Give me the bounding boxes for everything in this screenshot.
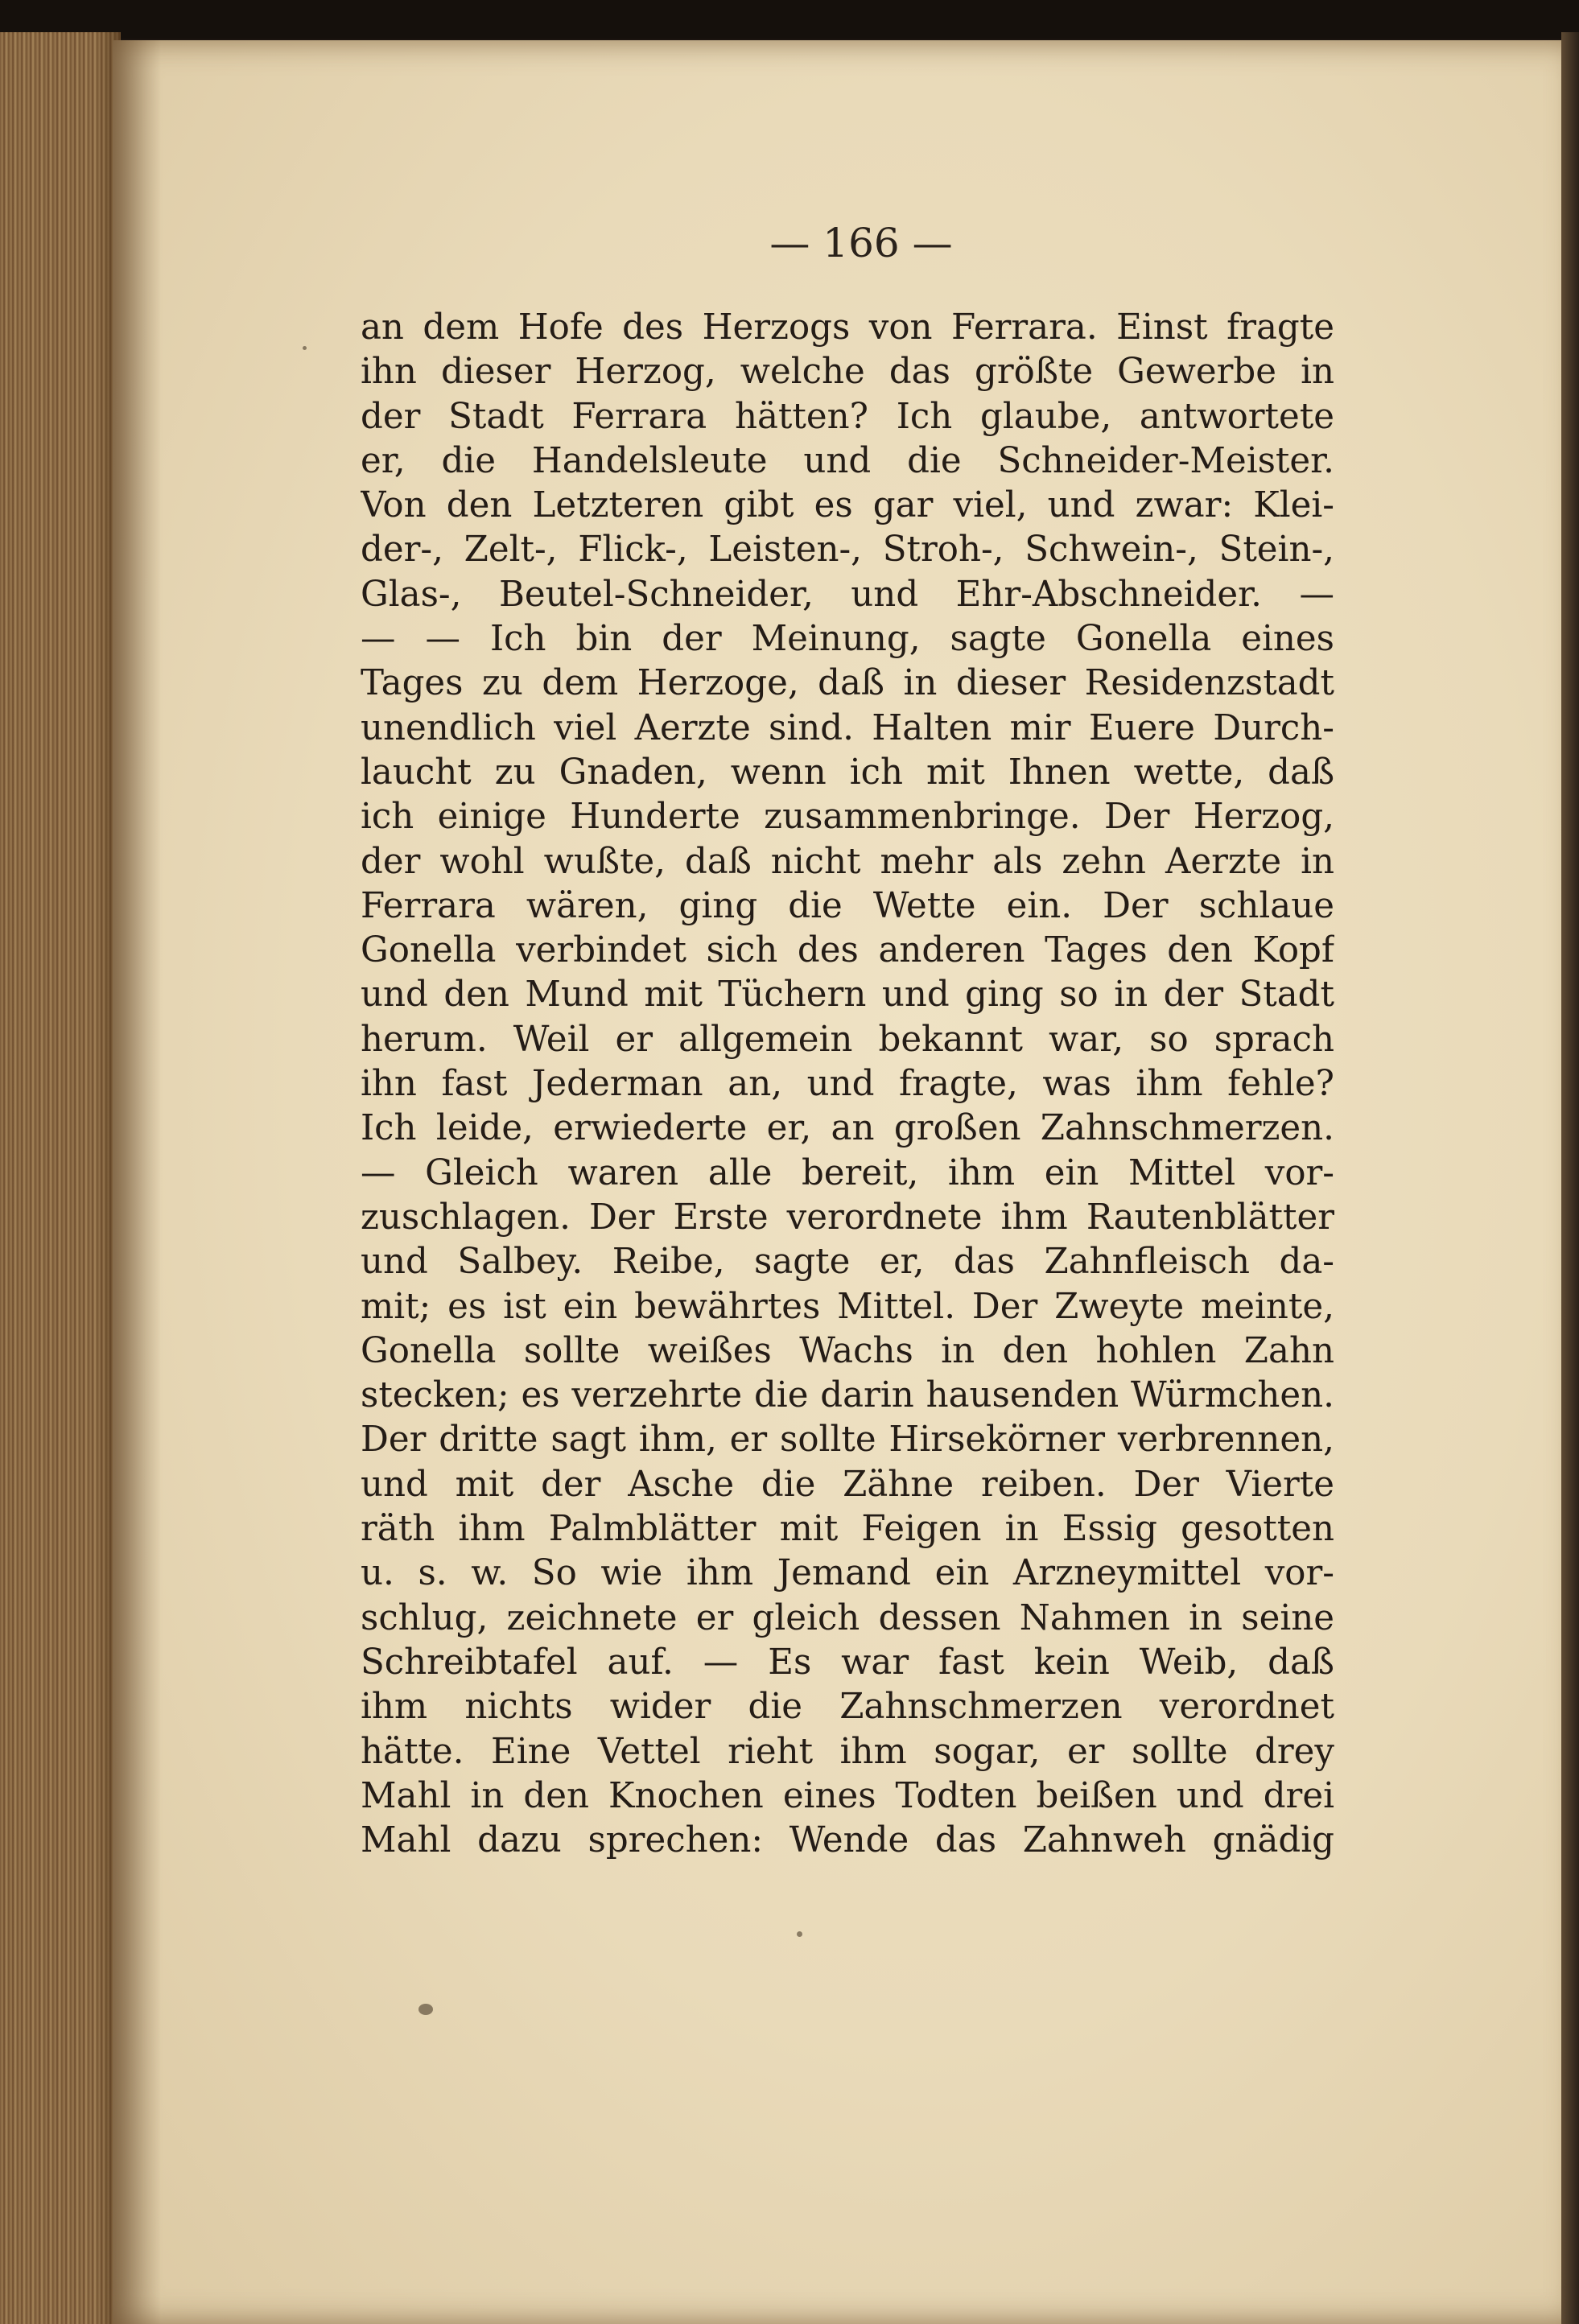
page-block-edges (0, 32, 121, 2324)
text-line: der Stadt Ferrara hätten? Ich glaube, antwortete (361, 396, 1334, 437)
text-line: Ferrara wären, ging die Wette ein. Der schlaue (361, 885, 1334, 926)
text-line: ihm nichts wider die Zahnschmerzen verordnet (361, 1687, 1334, 1728)
text-line: schlug, zeichnete er gleich dessen Nahmen in seine (361, 1597, 1334, 1638)
text-line: Glas-, Beutel-Schneider, und Ehr-Abschneider. — (361, 574, 1334, 615)
text-line: herum. Weil er allgemein bekannt war, so sprach (361, 1019, 1334, 1060)
text-line: — — Ich bin der Meinung, sagte Gonella eines (361, 619, 1334, 660)
text-line: Mahl in den Knochen eines Todten beißen und drei (361, 1775, 1334, 1816)
text-line: — Gleich waren alle bereit, ihm ein Mittel vor- (361, 1152, 1334, 1193)
text-line: zuschlagen. Der Erste verordnete ihm Rautenblätter (361, 1197, 1334, 1238)
text-line: Ich leide, erwiederte er, an großen Zahnschmerzen. (361, 1108, 1334, 1149)
text-line: räth ihm Palmblätter mit Feigen in Essig gesotten (361, 1509, 1334, 1550)
text-line: Gonella verbindet sich des anderen Tages den Kopf (361, 930, 1334, 971)
text-line: Schreibtafel auf. — Es war fast kein Weib, daß (361, 1642, 1334, 1683)
scanner-background (0, 0, 1579, 39)
text-line: ihn fast Jederman an, und fragte, was ihm fehle? (361, 1064, 1334, 1105)
ink-smudge (418, 2004, 433, 2015)
text-line: hätte. Eine Vettel rieht ihm sogar, er sollte drey (361, 1731, 1334, 1772)
right-page-edge (1561, 32, 1579, 2324)
page-gutter-shadow (113, 40, 161, 2324)
text-line: Von den Letzteren gibt es gar viel, und zwar: Klei- (361, 485, 1334, 526)
text-line: ich einige Hunderte zusammenbringe. Der Herzog, (361, 797, 1334, 838)
text-line: Gonella sollte weißes Wachs in den hohlen Zahn (361, 1330, 1334, 1371)
text-line: Mahl dazu sprechen: Wende das Zahnweh gnädig (361, 1820, 1334, 1861)
text-line: stecken; es verzehrte die darin hausenden Würmchen. (361, 1375, 1334, 1416)
text-line: Tages zu dem Herzoge, daß in dieser Residenzstadt (361, 663, 1334, 704)
text-line: und den Mund mit Tüchern und ging so in der Stadt (361, 975, 1334, 1016)
text-line: er, die Handelsleute und die Schneider-Meister. (361, 440, 1334, 481)
ink-smudge (797, 1931, 802, 1937)
text-line: unendlich viel Aerzte sind. Halten mir Euere Durch- (361, 707, 1334, 748)
text-line: u. s. w. So wie ihm Jemand ein Arzneymittel vor- (361, 1553, 1334, 1594)
text-line: an dem Hofe des Herzogs von Ferrara. Einst fragte (361, 307, 1334, 348)
ink-smudge (303, 346, 307, 350)
text-line: mit; es ist ein bewährtes Mittel. Der Zweyte meinte, (361, 1286, 1334, 1327)
page-number-header: — 166 — (769, 220, 953, 266)
body-text (361, 306, 1334, 1863)
text-line: und mit der Asche die Zähne reiben. Der Vierte (361, 1464, 1334, 1505)
text-line: Der dritte sagt ihm, er sollte Hirsekörner verbrennen, (361, 1420, 1334, 1461)
text-line: ihn dieser Herzog, welche das größte Gewerbe in (361, 352, 1334, 393)
text-line: der wohl wußte, daß nicht mehr als zehn Aerzte in (361, 841, 1334, 882)
text-line: laucht zu Gnaden, wenn ich mit Ihnen wette, daß (361, 752, 1334, 793)
text-line: der-, Zelt-, Flick-, Leisten-, Stroh-, Schwein-, Stein-, (361, 529, 1334, 571)
text-line: und Salbey. Reibe, sagte er, das Zahnfleisch da- (361, 1242, 1334, 1283)
